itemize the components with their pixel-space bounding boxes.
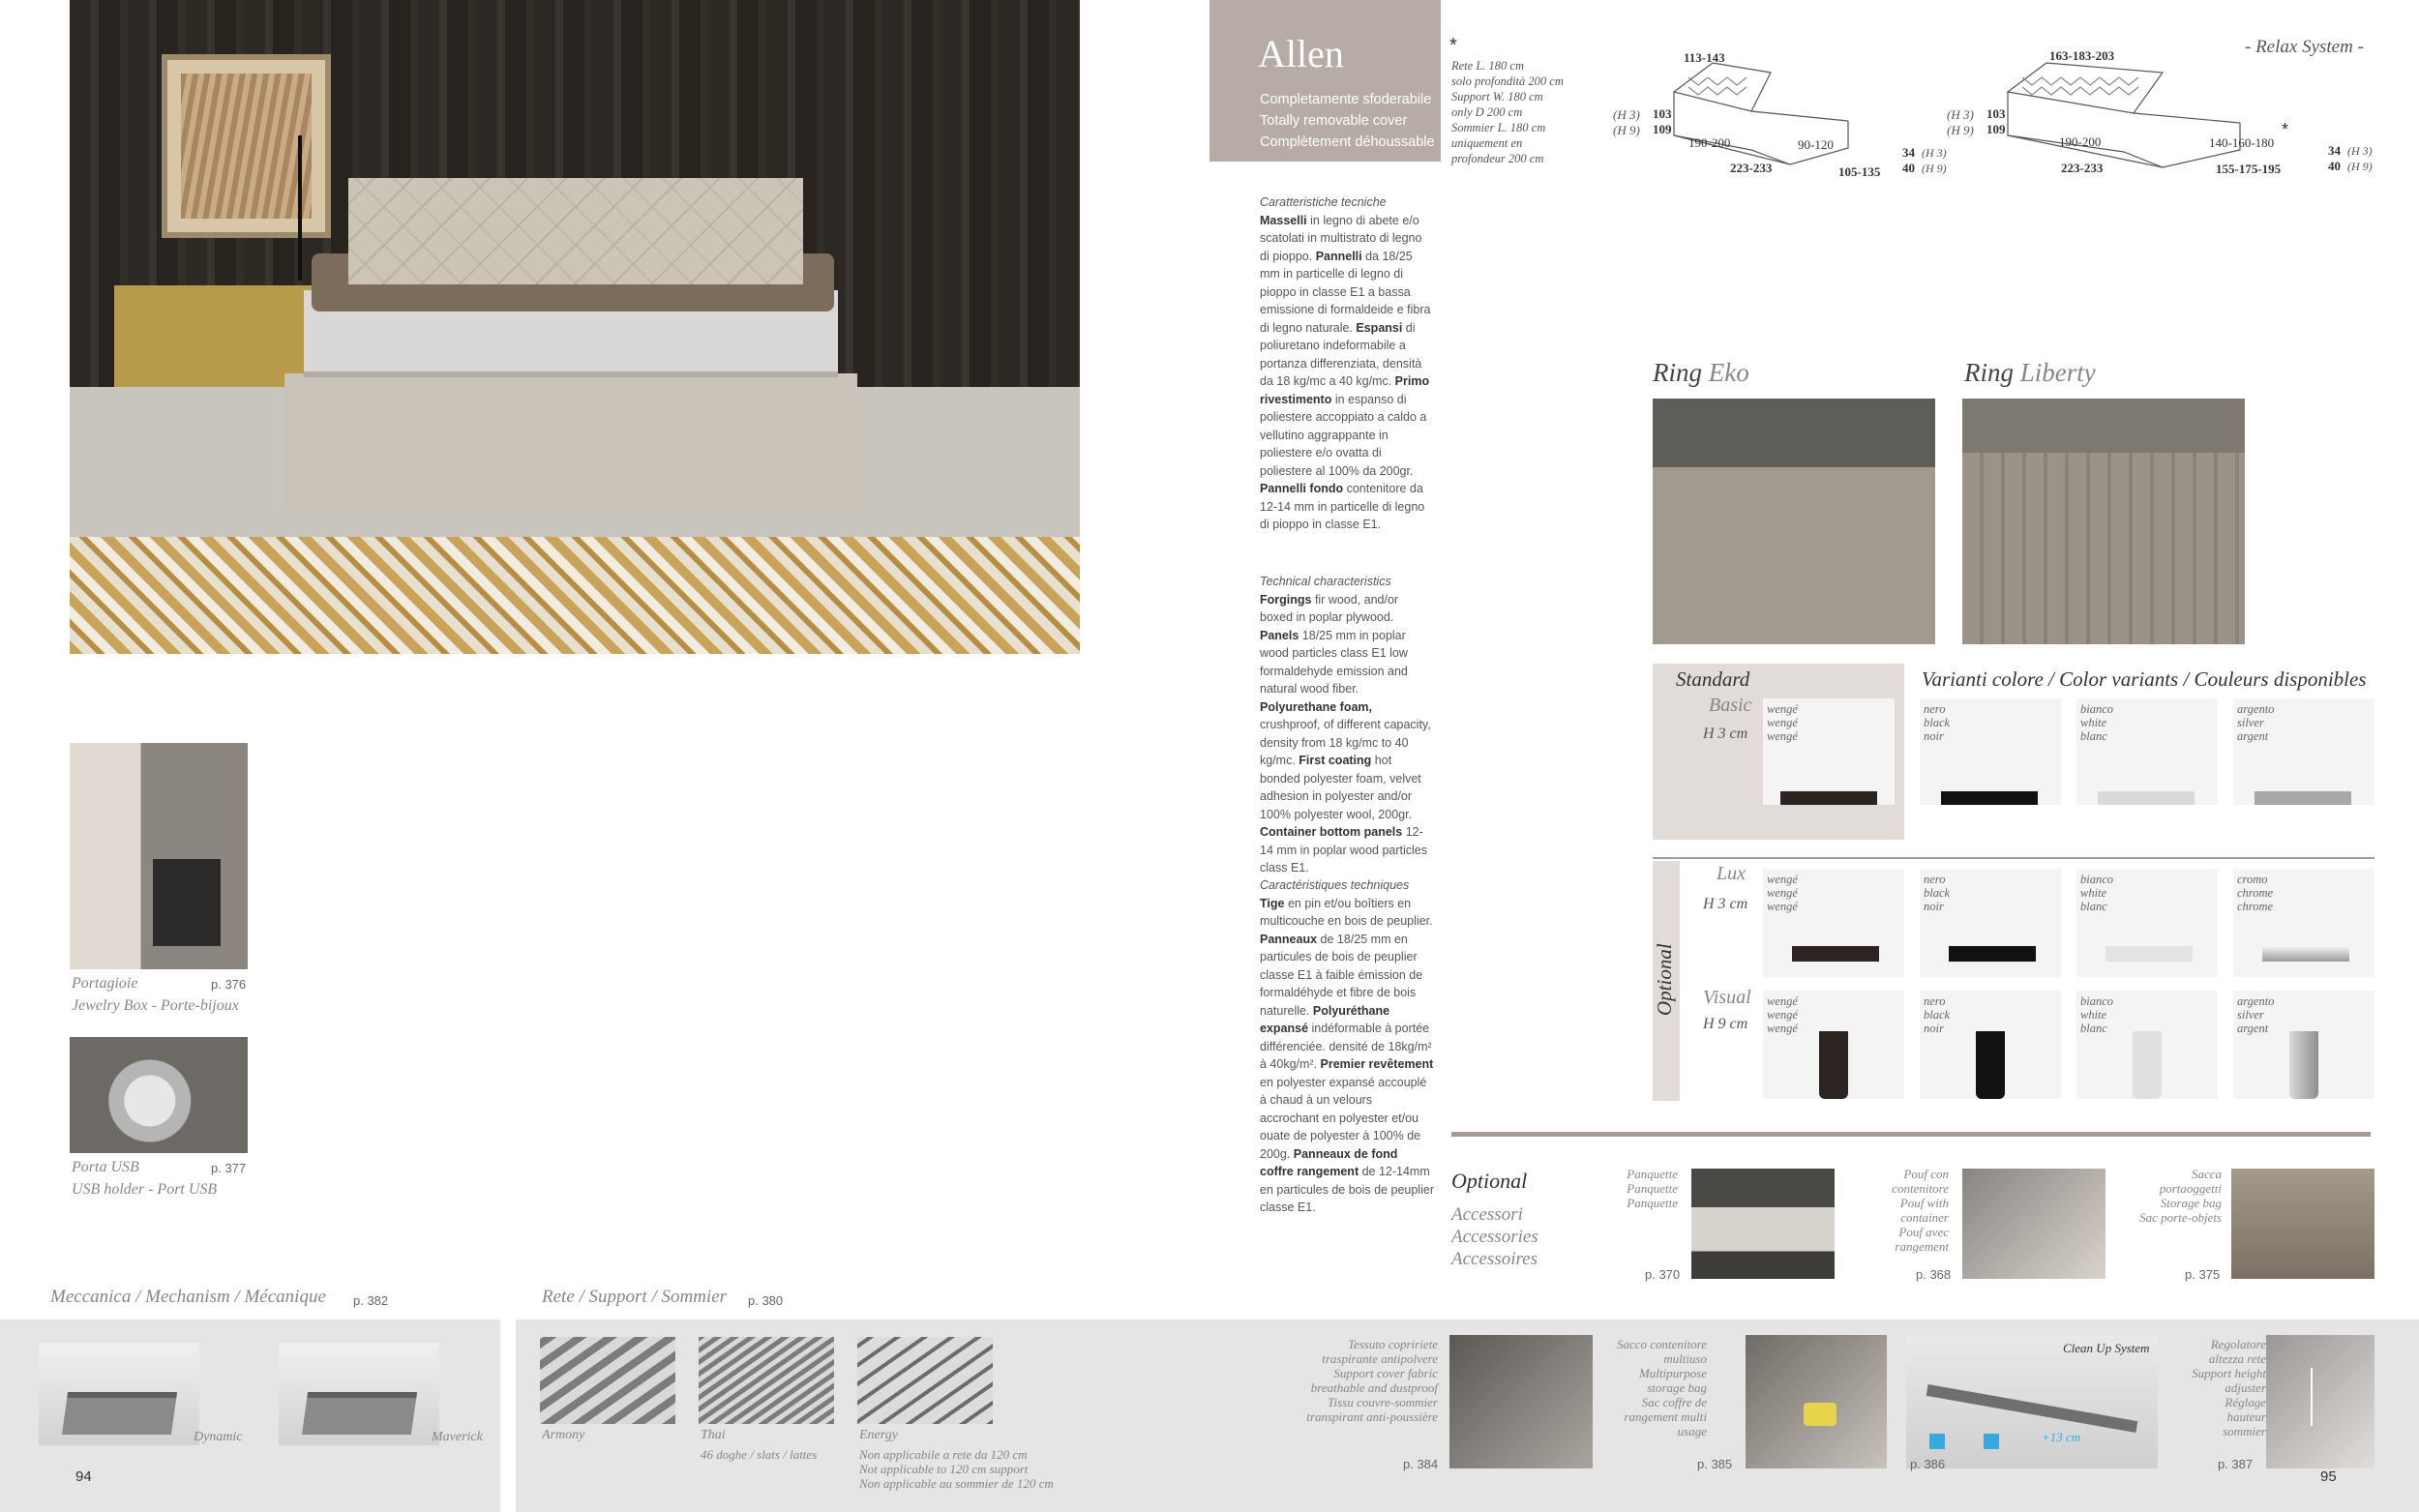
spec-run: First coating bbox=[1299, 754, 1372, 767]
swatch-visual-silver: argento silver argent bbox=[2233, 991, 2374, 1099]
spec-run: crushproof, of different capacity, density from 18 kg/mc to 40 kg/mc. bbox=[1260, 718, 1431, 767]
storage-sack-page: p. 385 bbox=[1697, 1457, 1733, 1471]
clean-up-measure: +13 cm bbox=[2042, 1430, 2081, 1444]
spec-run: Panels bbox=[1260, 628, 1299, 642]
patterned-rug bbox=[70, 537, 1080, 654]
swatch-lux-chrome: cromo chrome chrome bbox=[2233, 869, 2374, 977]
d1-h9-val: 109 bbox=[1653, 122, 1672, 136]
spec-run: di poliuretano indeformabile a portanza differenziata, densità da 18 kg/mc a 40 kg/mc. bbox=[1260, 320, 1422, 388]
standard-height: H 3 cm bbox=[1703, 726, 1748, 742]
support-title: Rete / Support / Sommier bbox=[542, 1287, 728, 1307]
visual-height: H 9 cm bbox=[1703, 1016, 1748, 1032]
bed-base bbox=[284, 373, 857, 517]
spec-run: fir wood, and/or boxed in poplar plywood. bbox=[1260, 592, 1399, 624]
page-number-left: 94 bbox=[75, 1468, 92, 1485]
spec-run: contenitore da 12-14 mm in particelle di legno di pioppo in classe E1. bbox=[1260, 482, 1425, 531]
d1-width-c: 105-135 bbox=[1838, 164, 1881, 179]
specs-en: Technical characteristics Forgings fir wood, and/or boxed in poplar plywood. Panels 18/25 mm in poplar wood particles class E1 low formaldehyde emission and natural wood fiber. Polyurethane foam, crushproof, of different capacity, density from 18 kg/mc to 40 kg/mc. First coating hot bonded polyester foam, velvet adhesion in polyester and/or 100% polyester wool, 200gr. Container bottom panels 12-14 mm in poplar wood particles class E1. bbox=[1260, 573, 1434, 877]
standard-basic: Basic bbox=[1709, 695, 1752, 716]
d2-depth: 190-200 bbox=[2059, 134, 2102, 149]
specs-it: Caratteristiche tecniche Masselli in legno di abete e/o scatolati in multistrato di legno di pioppo. Pannelli da 18/25 mm in particelle di legno di pioppo in classe E1 a bassa emissione di formaldeide e fibra di legno naturale. Espansi di poliuretano indeformabile a portanza differenziata, densità da 18 kg/mc a 40 kg/mc. Primo rivestimento in espanso di poliestere accoppiato a caldo a vellutino aggrappante in poliestere e/o ovatta di poliestere al 100% da 200gr. Pannelli fondo contenitore da 12-14 mm in particelle di legno di pioppo in classe E1. bbox=[1260, 193, 1434, 534]
swatch-visual-black: nero black noir bbox=[1920, 991, 2061, 1099]
spec-run: de 12-14mm en particules de bois de peuplier classe E1. bbox=[1260, 1165, 1434, 1214]
storage-bag-page: p. 375 bbox=[2185, 1267, 2221, 1282]
clean-up-page: p. 386 bbox=[1910, 1457, 1946, 1471]
product-star: * bbox=[1449, 35, 1457, 56]
spec-run: Tige bbox=[1260, 896, 1285, 910]
accessories-divider bbox=[1451, 1132, 2371, 1137]
d2-h9: (H 9) bbox=[1947, 123, 1974, 137]
product-cover-text: Completamente sfoderabile Totally removable cover Complètement déhoussable bbox=[1260, 92, 1435, 150]
spec-run: Pannelli bbox=[1315, 249, 1362, 263]
storage-bag-photo bbox=[2231, 1169, 2374, 1279]
accessories-title: Optional bbox=[1451, 1169, 1528, 1193]
d1-length: 223-233 bbox=[1730, 161, 1773, 175]
support-energy-label: Energy bbox=[859, 1428, 898, 1442]
spec-run: indéformable à portée différenciée. densité de 18kg/m² à 40kg/m². bbox=[1260, 1022, 1432, 1071]
spec-run: Polyurethane foam, bbox=[1260, 699, 1372, 714]
spec-run: Espansi bbox=[1356, 320, 1403, 335]
panquette-caption: Panquette Panquette Panquette bbox=[1627, 1167, 1678, 1210]
d2-star: * bbox=[2282, 120, 2289, 139]
swatch-visual-white: bianco white blanc bbox=[2076, 991, 2218, 1099]
pouf-caption: Pouf con contenitore Pouf with container Pouf avec rangement bbox=[1892, 1167, 1949, 1254]
spec-run: en polyester expansé accouplé à chaud à un velours accrochant en polyester et/ou ouate de polyester à 100% de 200g. bbox=[1260, 1075, 1427, 1161]
swatch-basic-white: bianco white blanc bbox=[2076, 698, 2218, 805]
product-title-box bbox=[1210, 0, 1441, 162]
d1-h3: (H 3) bbox=[1613, 107, 1640, 122]
spec-run: Pannelli fondo bbox=[1260, 482, 1344, 495]
spec-run: in espanso di poliestere accoppiato a caldo a vellutino aggrappante in poliestere e/o ovatta di poliestere al 100% da 200gr. bbox=[1260, 392, 1427, 478]
spec-run: de 18/25 mm en particules de bois de peuplier classe E1 à faible émission de formaldéhyde et fibre de bois naturelle. bbox=[1260, 932, 1423, 1018]
swatch-basic-wenge: wengé wengé wengé bbox=[1763, 698, 1895, 805]
optional-divider bbox=[1653, 857, 2374, 859]
height-adjuster-caption: Regolatore altezza rete Support height adjuster Réglage hauteur sommier bbox=[2192, 1337, 2266, 1438]
support-thai-label: Thai bbox=[701, 1428, 726, 1442]
optional-vertical-label: Optional bbox=[1653, 943, 1676, 1016]
mechanism-dynamic-label: Dynamic bbox=[194, 1430, 243, 1444]
support-thai-note: 46 doghe / slats / lattes bbox=[701, 1447, 818, 1462]
spec-run: da 18/25 mm in particelle di legno di pioppo in classe E1 a bassa emissione di formaldeide e fibra di legno naturale. bbox=[1260, 249, 1431, 335]
support-armony-label: Armony bbox=[542, 1428, 585, 1442]
d1-h9: (H 9) bbox=[1613, 123, 1640, 137]
jewelry-box-photo bbox=[70, 743, 248, 969]
usb-title: Porta USB bbox=[72, 1159, 139, 1175]
specs-it-body bbox=[1260, 212, 1434, 534]
support-cover-page: p. 384 bbox=[1403, 1457, 1439, 1471]
spec-run: Container bottom panels bbox=[1260, 825, 1403, 839]
spec-run: Forgings bbox=[1260, 592, 1312, 607]
support-thai-image bbox=[699, 1337, 834, 1424]
spec-run: 12-14 mm in poplar wood particles class E1. bbox=[1260, 825, 1427, 875]
swatch-lux-wenge: wengé wengé wengé bbox=[1763, 869, 1904, 977]
relax-system-label: - Relax System - bbox=[2245, 37, 2364, 57]
support-cover-photo bbox=[1449, 1335, 1593, 1468]
product-star-note: Rete L. 180 cm solo profondità 200 cm Support W. 180 cm only D 200 cm Sommier L. 180 cm uniquement en profondeur 200 cm bbox=[1451, 59, 1564, 165]
lux-height: H 3 cm bbox=[1703, 896, 1748, 912]
specs-fr-body bbox=[1260, 895, 1434, 1217]
swatch-lux-black: nero black noir bbox=[1920, 869, 2061, 977]
d2-length: 223-233 bbox=[2061, 161, 2104, 175]
d2-width-c: 155-175-195 bbox=[2216, 162, 2282, 176]
wall-artwork bbox=[162, 54, 331, 238]
height-adjuster-photo bbox=[2266, 1335, 2374, 1468]
mechanism-dynamic-image bbox=[39, 1343, 199, 1445]
d1-side-h3: 34 bbox=[1902, 145, 1915, 160]
support-energy-note: Non applicabile a rete da 120 cm Not applicable to 120 cm support Non applicable au sommier de 120 cm bbox=[859, 1447, 1054, 1491]
pouf-photo bbox=[1962, 1169, 2105, 1279]
storage-bag-caption: Sacca portaoggetti Storage bag Sac porte-objets bbox=[2139, 1167, 2222, 1225]
usb-holder-photo bbox=[70, 1037, 248, 1153]
usb-page: p. 377 bbox=[211, 1161, 247, 1175]
mechanism-page: p. 382 bbox=[353, 1293, 389, 1308]
portagioie-sub: Jewelry Box - Porte-bijoux bbox=[72, 997, 239, 1014]
swatch-lux-white: bianco white blanc bbox=[2076, 869, 2218, 977]
d1-depth: 190-200 bbox=[1688, 135, 1731, 150]
ring-eko-photo bbox=[1653, 399, 1935, 644]
mechanism-maverick-image bbox=[279, 1343, 439, 1445]
spec-run: Panneaux bbox=[1260, 932, 1318, 946]
d1-width-b: 90-120 bbox=[1798, 137, 1834, 152]
usb-sub: USB holder - Port USB bbox=[72, 1181, 218, 1198]
portagioie-page: p. 376 bbox=[211, 977, 247, 992]
lux-title: Lux bbox=[1717, 863, 1746, 884]
support-cover-caption: Tessuto copririete traspirante antipolvere Support cover fabric breathable and dustproof Tissu couvre-sommier transpirant anti-poussière bbox=[1306, 1337, 1438, 1424]
standard-title: Standard bbox=[1676, 667, 1750, 691]
support-armony-image bbox=[540, 1337, 675, 1424]
panquette-photo bbox=[1691, 1169, 1835, 1279]
d1-width: 113-143 bbox=[1684, 50, 1725, 65]
ring-liberty-title: Ring Liberty bbox=[1964, 358, 2096, 387]
spec-run: Polyuréthane expansé bbox=[1260, 1003, 1390, 1035]
mechanism-maverick-label: Maverick bbox=[432, 1430, 483, 1444]
panquette-page: p. 370 bbox=[1645, 1267, 1681, 1282]
quilted-headboard bbox=[348, 178, 803, 284]
d2-side-h3: 34 bbox=[2328, 143, 2341, 158]
d2-side-h9: 40 bbox=[2328, 159, 2341, 173]
d2-h3: (H 3) bbox=[1947, 107, 1974, 122]
ring-eko-title: Ring Eko bbox=[1653, 358, 1749, 387]
specs-fr: Caractéristiques techniques Tige en pin et/ou boîtiers en multicouche en bois de peuplier. Panneaux de 18/25 mm en particules de bois de peuplier classe E1 à faible émission de formaldéhyde et fibre de bois naturelle. Polyuréthane expansé indéformable à portée différenciée. densité de 18kg/m² à 40kg/m². Premier revêtement en polyester expansé accouplé à chaud à un velours accrochant en polyester et/ou ouate de polyester à 100% de 200g. Panneaux de fond coffre rangement de 12-14mm en particules de bois de peuplier classe E1. bbox=[1260, 876, 1434, 1217]
mechanism-title: Meccanica / Mechanism / Mécanique bbox=[50, 1287, 326, 1307]
d2-side-h3-lab: (H 3) bbox=[2347, 144, 2373, 158]
swatch-basic-black: nero black noir bbox=[1920, 698, 2061, 805]
spec-run: in legno di abete e/o scatolati in multistrato di legno di pioppo. bbox=[1260, 213, 1422, 263]
spec-run: 18/25 mm in poplar wood particles class E1 low formaldehyde emission and natural wood fiber. bbox=[1260, 628, 1408, 696]
spec-run: en pin et/ou boîtiers en multicouche en bois de peuplier. bbox=[1260, 896, 1433, 928]
floor-lamp bbox=[298, 135, 302, 281]
spec-run: Premier revêtement bbox=[1320, 1057, 1434, 1071]
hero-bed-photo bbox=[70, 0, 1080, 654]
d1-side-h9-lab: (H 9) bbox=[1922, 162, 1947, 175]
spec-run: Masselli bbox=[1260, 213, 1307, 227]
d2-side-h9-lab: (H 9) bbox=[2347, 160, 2373, 173]
page-number-right: 95 bbox=[2320, 1468, 2337, 1485]
visual-title: Visual bbox=[1703, 987, 1751, 1008]
d2-width-b: 140-160-180 bbox=[2209, 135, 2275, 150]
d2-width: 163-183-203 bbox=[2049, 48, 2115, 63]
d1-side-h9: 40 bbox=[1902, 161, 1915, 175]
ring-liberty-photo bbox=[1962, 399, 2245, 644]
height-adjuster-page: p. 387 bbox=[2218, 1457, 2254, 1471]
spec-run: Primo rivestimento bbox=[1260, 374, 1430, 406]
pouf-page: p. 368 bbox=[1916, 1267, 1952, 1282]
d1-h3-val: 103 bbox=[1653, 106, 1672, 121]
portagioie-title: Portagioie bbox=[72, 975, 138, 992]
swatch-basic-silver: argento silver argent bbox=[2233, 698, 2374, 805]
spec-run: Panneaux de fond coffre rangement bbox=[1260, 1146, 1398, 1178]
product-name: Allen bbox=[1258, 32, 1344, 75]
specs-en-body bbox=[1260, 591, 1434, 877]
clean-up-label: Clean Up System bbox=[2063, 1341, 2150, 1355]
swatch-visual-wenge: wengé wengé wengé bbox=[1763, 991, 1904, 1099]
support-page: p. 380 bbox=[748, 1293, 784, 1308]
storage-sack-caption: Sacco contenitore multiuso Multipurpose storage bag Sac coffre de rangement multi usage bbox=[1616, 1337, 1707, 1438]
d2-h9-val: 109 bbox=[1986, 122, 2006, 136]
storage-sack-photo bbox=[1746, 1335, 1887, 1468]
d2-h3-val: 103 bbox=[1986, 106, 2006, 121]
varianti-title: Varianti colore / Color variants / Couleurs disponibles bbox=[1922, 667, 2367, 691]
spec-run: hot bonded polyester foam, velvet adhesion in polyester and/or 100% polyester wool, 200gr. bbox=[1260, 754, 1421, 821]
support-energy-image bbox=[857, 1337, 993, 1424]
d1-side-h3-lab: (H 3) bbox=[1922, 146, 1947, 160]
accessories-sub: Accessori Accessories Accessoires bbox=[1451, 1204, 1538, 1269]
